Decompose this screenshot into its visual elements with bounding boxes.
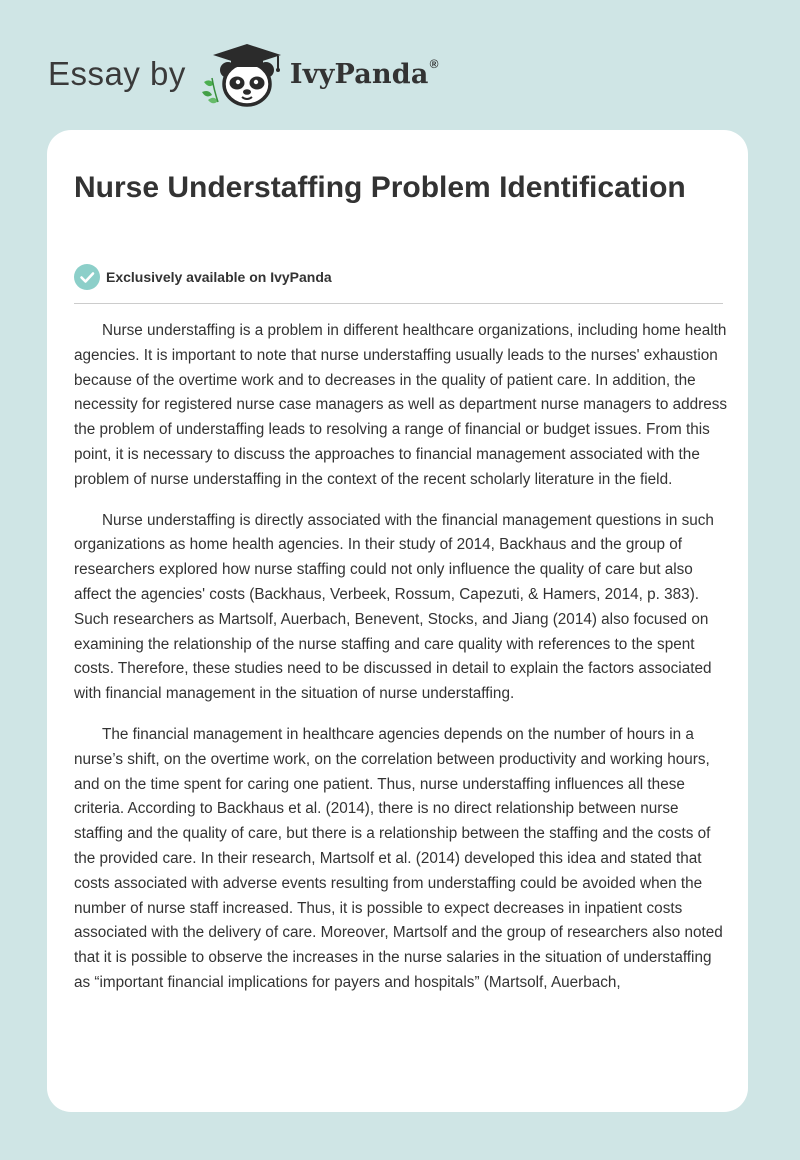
page-title: Nurse Understaffing Problem Identification: [74, 171, 686, 204]
registered-mark: ®: [429, 56, 439, 71]
brand-name[interactable]: IvyPanda®: [289, 56, 439, 90]
article-card: [47, 130, 748, 1112]
paragraph: Nurse understaffing is a problem in different healthcare organizations, including home health agencies. It is important to note that nurse understaffing usually leads to the nurses' exhaustion because of the overtime work and to decreases in the quality of patient care. In addition, the necessity for registered nurse case managers as well as department nurse managers to address the problem of understaffing leads to resolving a range of financial or budget issues. From this point, it is necessary to discuss the approaches to financial management associated with the problem of nurse understaffing in the context of the recent scholarly literature in the field.: [74, 322, 727, 488]
essay-by-label: Essay by: [48, 55, 186, 92]
exclusive-badge: [74, 264, 332, 290]
paragraph: Nurse understaffing is directly associated with the financial management questions in such organizations as home health agencies. In their study of 2014, Backhaus and the group of researchers explored how nurse staffing could not only influence the quality of care but also affect the agencies' costs (Backhaus, Verbeek, Rossum, Capezuti, & Hamers, 2014, p. 383). Such researchers as Martsolf, Auerbach, Benevent, Stocks, and Jiang (2014) also focused on examining the relationship of the nurse staffing and care quality with references to the spent costs. Therefore, these studies need to be discussed in detail to explain the factors associated with financial management in the situation of nurse understaffing.: [74, 511, 714, 703]
article-body: [74, 319, 729, 1012]
divider: [74, 303, 723, 304]
check-circle-icon: [74, 264, 100, 290]
panda-logo-icon[interactable]: [198, 38, 290, 110]
badge-label: Exclusively available on IvyPanda: [106, 269, 332, 285]
site-header: [48, 38, 439, 110]
paragraph: The financial management in healthcare agencies depends on the number of hours in a nurse’s shift, on the overtime work, on the correlation between productivity and working hours, and on the time spent for caring one patient. Thus, nurse understaffing influences all these criteria. According to Backhaus et al. (2014), there is no direct relationship between nurse staffing and the quality of care, but there is a relationship between the staffing and the costs of the provided care. In their research, Martsolf et al. (2014) developed this idea and stated that costs associated with adverse events resulting from understaffing could be avoided when the number of nurse staff increased. Thus, it is possible to expect decreases in inpatient costs associated with the delivery of care. Moreover, Martsolf and the group of researchers also noted that it is possible to observe the increases in the nurse salaries in the situation of understaffing as “important financial implications for payers and hospitals” (Martsolf, Auerbach,: [74, 725, 723, 991]
